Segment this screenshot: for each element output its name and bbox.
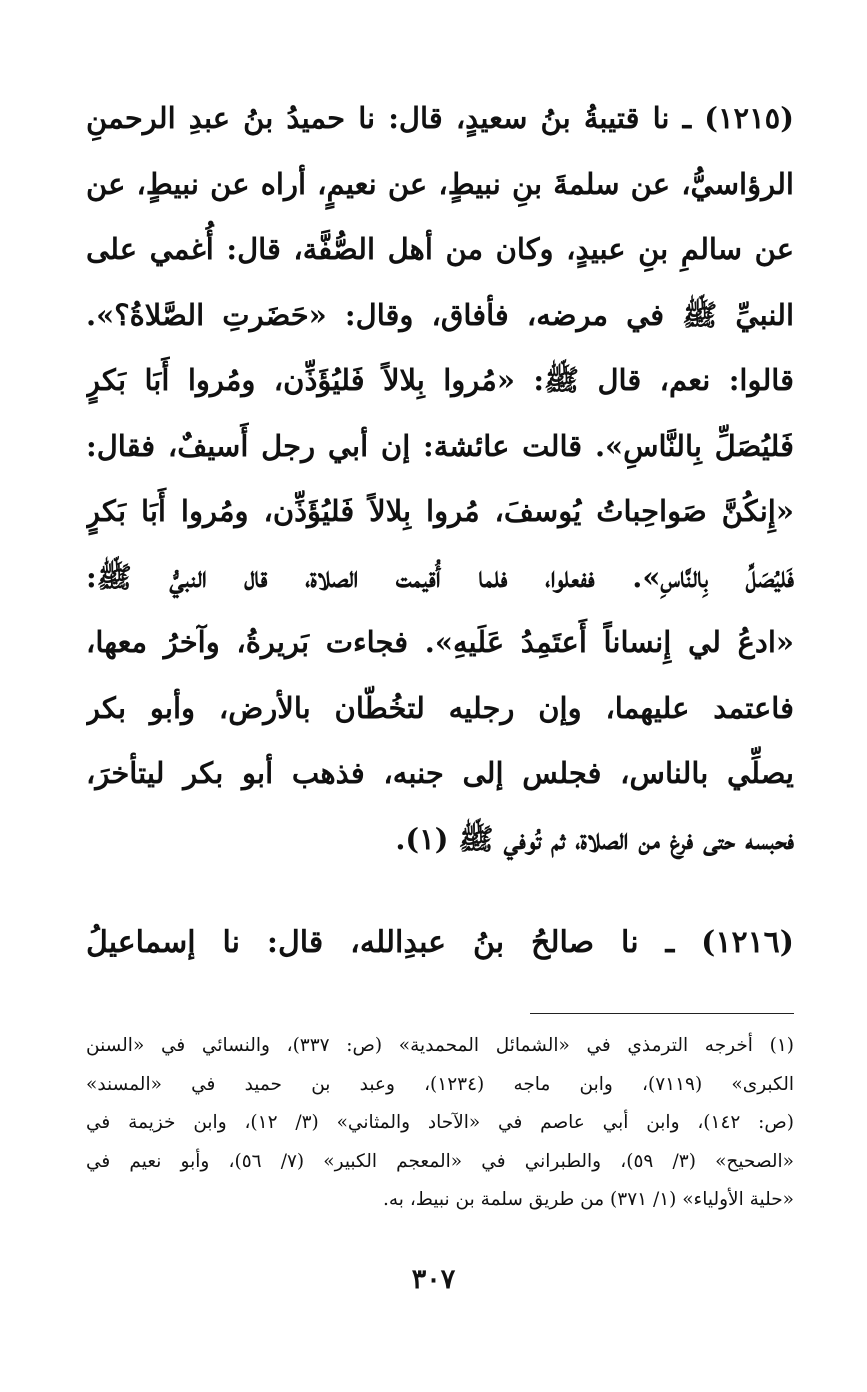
hadith-1215-line-4: النبيِّ ﷺ في مرضه، فأفاق، وقال: «حَضَرتِ الصَّلاةُ؟». xyxy=(86,297,794,332)
footnote-line-2: الكبرى» (٧١١٩)، وابن ماجه (١٢٣٤)، وعبد بن حميد في «المسند» xyxy=(86,1073,794,1095)
hadith-1215-line-2: الرؤاسيُّ، عن سلمةَ بنِ نبيطٍ، عن نعيمٍ، أراه عن نبيطٍ، عن xyxy=(86,166,794,201)
hadith-1215-text xyxy=(86,86,794,872)
hadith-1215-line-9: «ادعُ لي إِنساناً أَعتَمِدُ عَلَيهِ». فجاءت بَريرةُ، وآخرُ معها، xyxy=(86,625,794,659)
footnote-line-5: «حلية الأولياء» (١/ ٣٧١) من طريق سلمة بن نبيط، به. xyxy=(382,1189,794,1210)
hadith-1215-line-3: عن سالمِ بنِ عبيدٍ، وكان من أهل الصُّفَّة، قال: أُغمي على xyxy=(86,232,794,266)
footnote-line-3: (ص: ١٤٢)، وابن أبي عاصم في «الآحاد والمثاني» (٣/ ١٢)، وابن خزيمة في xyxy=(86,1112,794,1133)
footnote-line-1: (١) أخرجه الترمذي في «الشمائل المحمدية» (ص: ٣٣٧)، والنسائي في «السنن xyxy=(86,1035,794,1056)
hadith-1215-line-10: فاعتمد عليهما، وإن رجليه لتخُطّان بالأرض، وأبو بكر xyxy=(86,690,794,725)
footnotes xyxy=(86,1027,794,1220)
footnote-line-4: «الصحيح» (٣/ ٥٩)، والطبراني في «المعجم الكبير» (٧/ ٥٦)، وأبو نعيم في xyxy=(86,1150,794,1172)
hadith-1215-line-1: (١٢١٥) ـ نا قتيبةُ بنُ سعيدٍ، قال: نا حميدُ بنُ عبدِ الرحمنِ xyxy=(86,101,794,135)
page-number: ٣٠٧ xyxy=(411,1264,456,1295)
hadith-1215-line-5: قالوا: نعم، قال ﷺ: «مُروا بِلالاً فَليُؤَذِّن، ومُروا أَبَا بَكرٍ xyxy=(86,363,794,397)
hadith-1215-line-11: يصلِّي بالناس، فجلس إلى جنبه، فذهب أبو بكر ليتأخرَ، xyxy=(86,756,794,790)
hadith-1216-line: (١٢١٦) ـ نا صالحُ بنُ عبدِالله، قال: نا إسماعيلُ xyxy=(86,925,794,960)
hadith-1215-line-7: «إِنكُنَّ صَواحِباتُ يُوسفَ، مُروا بِلالاً فَليُؤَذِّن، ومُروا أَبَا بَكرٍ xyxy=(86,494,794,528)
hadith-1215-line-12: فحبسه حتى فرغ من الصلاة، ثم تُوفي ﷺ (١). xyxy=(395,821,794,856)
footnote-separator xyxy=(530,1013,794,1014)
hadith-1215-line-8: فَليُصَلِّ بِالنَّاسِ». ففعلوا، فلما أُقيمت الصلاة، قال النبيُّ ﷺ: xyxy=(86,559,794,594)
hadith-1215-line-6: فَليُصَلِّ بِالنَّاسِ». قالت عائشة: إن أبي رجل أَسيفٌ، فقال: xyxy=(86,428,794,463)
